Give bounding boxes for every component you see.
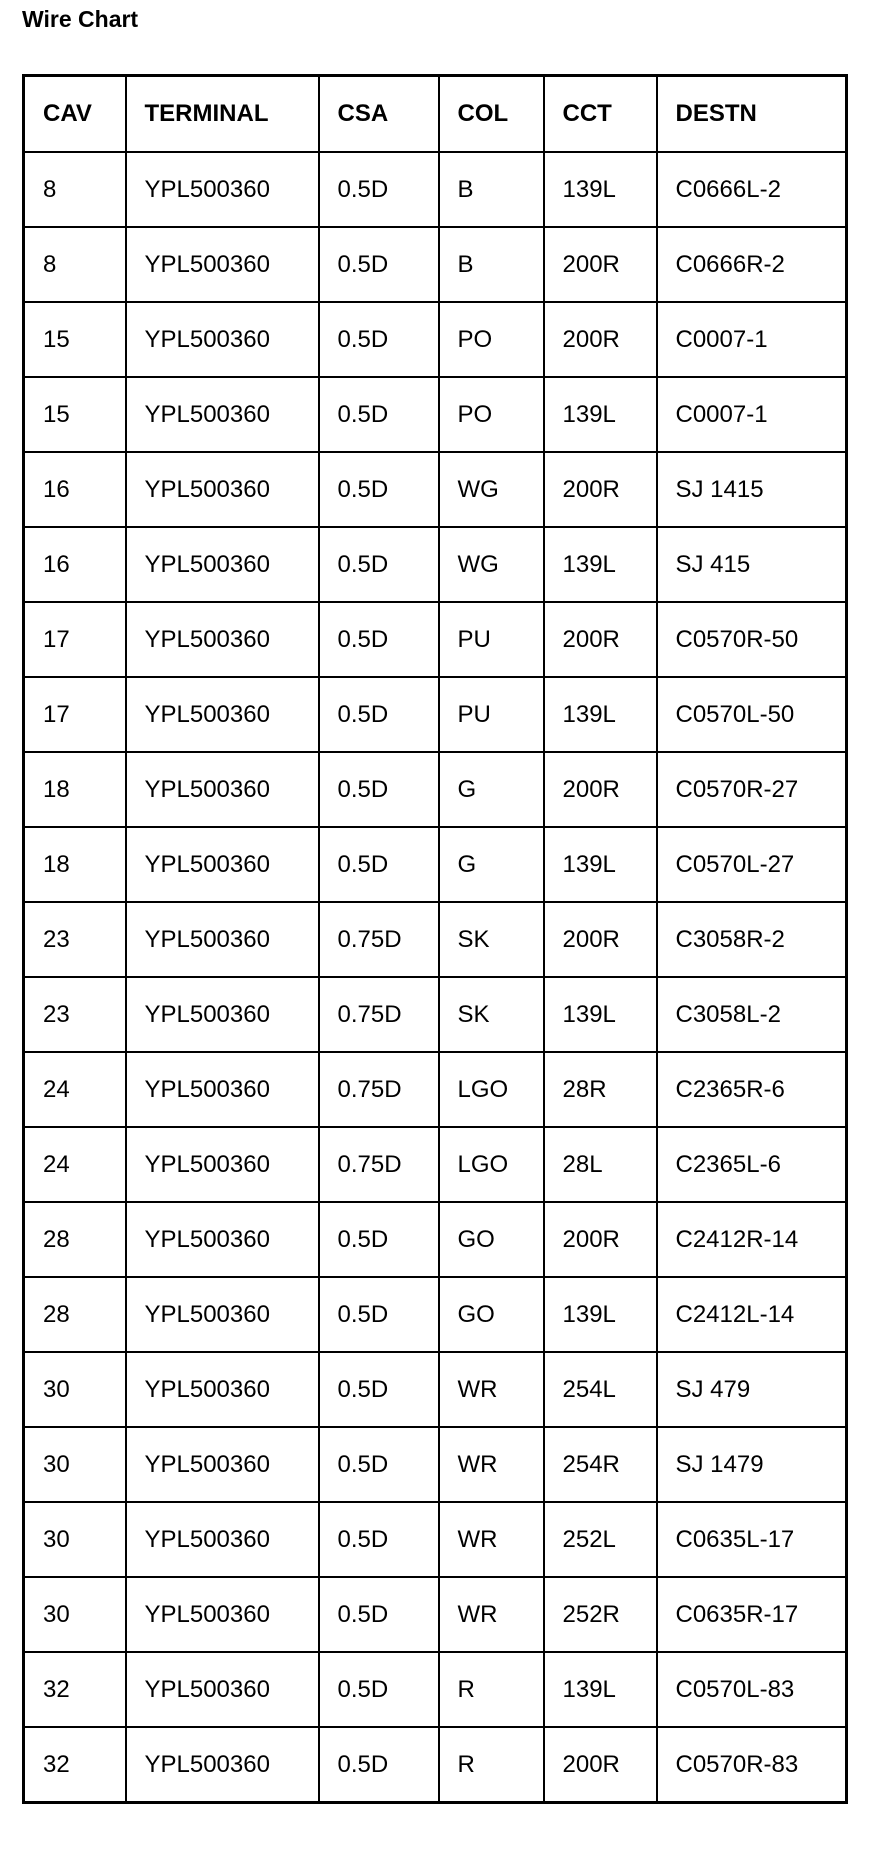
col-cell: GO — [439, 1277, 544, 1352]
table-row — [24, 227, 847, 302]
destn-cell: C2412R-14 — [657, 1202, 847, 1277]
header-destn: DESTN — [657, 76, 847, 153]
cav-cell: 16 — [24, 527, 126, 602]
table-body — [24, 152, 847, 1803]
csa-cell: 0.5D — [319, 377, 439, 452]
col-cell: LGO — [439, 1127, 544, 1202]
cct-cell: 139L — [544, 377, 657, 452]
destn-cell: C0007-1 — [657, 302, 847, 377]
csa-cell: 0.5D — [319, 227, 439, 302]
cct-cell: 254L — [544, 1352, 657, 1427]
terminal-cell: YPL500360 — [126, 1727, 319, 1803]
csa-cell: 0.5D — [319, 452, 439, 527]
cct-cell: 139L — [544, 1277, 657, 1352]
col-cell: GO — [439, 1202, 544, 1277]
col-cell: WR — [439, 1577, 544, 1652]
csa-cell: 0.5D — [319, 677, 439, 752]
page-title: Wire Chart — [22, 6, 139, 32]
cav-cell: 23 — [24, 977, 126, 1052]
terminal-cell: YPL500360 — [126, 152, 319, 227]
destn-cell: C0666L-2 — [657, 152, 847, 227]
cct-cell: 200R — [544, 302, 657, 377]
table-row — [24, 452, 847, 527]
csa-cell: 0.5D — [319, 1277, 439, 1352]
col-cell: B — [439, 227, 544, 302]
terminal-cell: YPL500360 — [126, 377, 319, 452]
table-row — [24, 1502, 847, 1577]
cav-cell: 32 — [24, 1727, 126, 1803]
terminal-cell: YPL500360 — [126, 902, 319, 977]
csa-cell: 0.5D — [319, 1502, 439, 1577]
terminal-cell: YPL500360 — [126, 452, 319, 527]
terminal-cell: YPL500360 — [126, 1577, 319, 1652]
cct-cell: 254R — [544, 1427, 657, 1502]
csa-cell: 0.5D — [319, 1652, 439, 1727]
destn-cell: C2365R-6 — [657, 1052, 847, 1127]
terminal-cell: YPL500360 — [126, 1277, 319, 1352]
table-row — [24, 1652, 847, 1727]
table-row — [24, 1577, 847, 1652]
csa-cell: 0.5D — [319, 1427, 439, 1502]
destn-cell: C0635R-17 — [657, 1577, 847, 1652]
header-cct: CCT — [544, 76, 657, 153]
header-col: COL — [439, 76, 544, 153]
cct-cell: 139L — [544, 677, 657, 752]
col-cell: PU — [439, 677, 544, 752]
table-row — [24, 827, 847, 902]
table-row — [24, 602, 847, 677]
cct-cell: 200R — [544, 602, 657, 677]
col-cell: PO — [439, 377, 544, 452]
cav-cell: 30 — [24, 1427, 126, 1502]
destn-cell: C0570L-27 — [657, 827, 847, 902]
csa-cell: 0.5D — [319, 1727, 439, 1803]
col-cell: WG — [439, 527, 544, 602]
cav-cell: 30 — [24, 1352, 126, 1427]
table-row — [24, 1427, 847, 1502]
destn-cell: SJ 1415 — [657, 452, 847, 527]
csa-cell: 0.5D — [319, 1577, 439, 1652]
destn-cell: SJ 415 — [657, 527, 847, 602]
header-csa: CSA — [319, 76, 439, 153]
terminal-cell: YPL500360 — [126, 302, 319, 377]
cav-cell: 16 — [24, 452, 126, 527]
cct-cell: 200R — [544, 227, 657, 302]
csa-cell: 0.75D — [319, 902, 439, 977]
cct-cell: 200R — [544, 1202, 657, 1277]
destn-cell: C0570R-27 — [657, 752, 847, 827]
table-row — [24, 677, 847, 752]
table-row — [24, 977, 847, 1052]
header-cav: CAV — [24, 76, 126, 153]
cct-cell: 200R — [544, 452, 657, 527]
col-cell: WR — [439, 1502, 544, 1577]
table-row — [24, 1352, 847, 1427]
cct-cell: 139L — [544, 527, 657, 602]
terminal-cell: YPL500360 — [126, 227, 319, 302]
col-cell: WR — [439, 1427, 544, 1502]
csa-cell: 0.5D — [319, 527, 439, 602]
col-cell: WG — [439, 452, 544, 527]
col-cell: R — [439, 1727, 544, 1803]
terminal-cell: YPL500360 — [126, 677, 319, 752]
cav-cell: 23 — [24, 902, 126, 977]
cav-cell: 30 — [24, 1577, 126, 1652]
destn-cell: C2412L-14 — [657, 1277, 847, 1352]
cav-cell: 15 — [24, 302, 126, 377]
col-cell: LGO — [439, 1052, 544, 1127]
csa-cell: 0.5D — [319, 1352, 439, 1427]
col-cell: SK — [439, 902, 544, 977]
col-cell: PU — [439, 602, 544, 677]
cct-cell: 139L — [544, 977, 657, 1052]
destn-cell: C3058R-2 — [657, 902, 847, 977]
cct-cell: 139L — [544, 1652, 657, 1727]
terminal-cell: YPL500360 — [126, 1127, 319, 1202]
col-cell: G — [439, 827, 544, 902]
destn-cell: C0570R-83 — [657, 1727, 847, 1803]
destn-cell: C0666R-2 — [657, 227, 847, 302]
csa-cell: 0.5D — [319, 1202, 439, 1277]
table-row — [24, 152, 847, 227]
cav-cell: 15 — [24, 377, 126, 452]
cct-cell: 252L — [544, 1502, 657, 1577]
cav-cell: 30 — [24, 1502, 126, 1577]
terminal-cell: YPL500360 — [126, 1652, 319, 1727]
table-row — [24, 1277, 847, 1352]
destn-cell: SJ 1479 — [657, 1427, 847, 1502]
destn-cell: SJ 479 — [657, 1352, 847, 1427]
table-row — [24, 377, 847, 452]
cav-cell: 18 — [24, 827, 126, 902]
csa-cell: 0.5D — [319, 752, 439, 827]
terminal-cell: YPL500360 — [126, 1427, 319, 1502]
cct-cell: 252R — [544, 1577, 657, 1652]
csa-cell: 0.5D — [319, 827, 439, 902]
terminal-cell: YPL500360 — [126, 602, 319, 677]
cav-cell: 28 — [24, 1277, 126, 1352]
cav-cell: 8 — [24, 227, 126, 302]
table-row — [24, 902, 847, 977]
cct-cell: 139L — [544, 827, 657, 902]
table-row — [24, 752, 847, 827]
cav-cell: 17 — [24, 602, 126, 677]
cav-cell: 24 — [24, 1052, 126, 1127]
terminal-cell: YPL500360 — [126, 1352, 319, 1427]
table-row — [24, 302, 847, 377]
terminal-cell: YPL500360 — [126, 752, 319, 827]
col-cell: R — [439, 1652, 544, 1727]
table-row — [24, 527, 847, 602]
table-header-row — [24, 76, 847, 153]
csa-cell: 0.5D — [319, 602, 439, 677]
table-row — [24, 1127, 847, 1202]
table-row — [24, 1052, 847, 1127]
csa-cell: 0.75D — [319, 977, 439, 1052]
terminal-cell: YPL500360 — [126, 527, 319, 602]
cct-cell: 28R — [544, 1052, 657, 1127]
cct-cell: 200R — [544, 902, 657, 977]
csa-cell: 0.75D — [319, 1127, 439, 1202]
cav-cell: 24 — [24, 1127, 126, 1202]
terminal-cell: YPL500360 — [126, 977, 319, 1052]
col-cell: B — [439, 152, 544, 227]
destn-cell: C0635L-17 — [657, 1502, 847, 1577]
col-cell: G — [439, 752, 544, 827]
cav-cell: 32 — [24, 1652, 126, 1727]
destn-cell: C0570L-83 — [657, 1652, 847, 1727]
terminal-cell: YPL500360 — [126, 1052, 319, 1127]
col-cell: PO — [439, 302, 544, 377]
cct-cell: 139L — [544, 152, 657, 227]
header-terminal: TERMINAL — [126, 76, 319, 153]
col-cell: WR — [439, 1352, 544, 1427]
destn-cell: C2365L-6 — [657, 1127, 847, 1202]
csa-cell: 0.5D — [319, 152, 439, 227]
cav-cell: 18 — [24, 752, 126, 827]
destn-cell: C0570L-50 — [657, 677, 847, 752]
csa-cell: 0.75D — [319, 1052, 439, 1127]
table-row — [24, 1202, 847, 1277]
destn-cell: C0570R-50 — [657, 602, 847, 677]
destn-cell: C0007-1 — [657, 377, 847, 452]
terminal-cell: YPL500360 — [126, 1202, 319, 1277]
cav-cell: 8 — [24, 152, 126, 227]
table-row — [24, 1727, 847, 1803]
wire-chart-table — [22, 74, 848, 1804]
destn-cell: C3058L-2 — [657, 977, 847, 1052]
terminal-cell: YPL500360 — [126, 1502, 319, 1577]
cct-cell: 28L — [544, 1127, 657, 1202]
cav-cell: 17 — [24, 677, 126, 752]
csa-cell: 0.5D — [319, 302, 439, 377]
terminal-cell: YPL500360 — [126, 827, 319, 902]
cct-cell: 200R — [544, 752, 657, 827]
col-cell: SK — [439, 977, 544, 1052]
cct-cell: 200R — [544, 1727, 657, 1803]
cav-cell: 28 — [24, 1202, 126, 1277]
